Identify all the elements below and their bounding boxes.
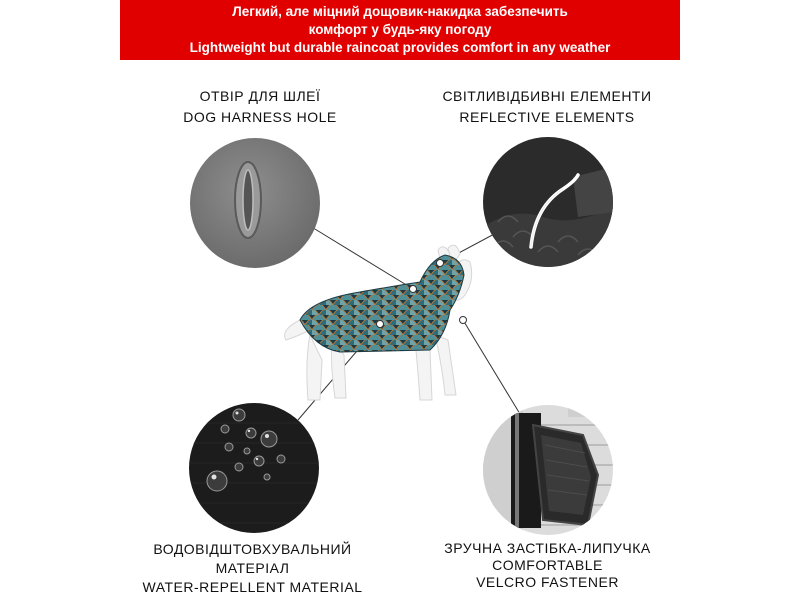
banner-title-uk-line1: Легкий, але міцний дощовик-накидка забезпечить xyxy=(232,4,568,19)
reflective-label-uk: СВІТЛИВІДБИВНІ ЕЛЕМЕНТИ xyxy=(442,88,652,104)
reflective-trim-photo xyxy=(483,137,613,267)
dog-mannequin-raincoat xyxy=(270,240,490,410)
banner-title-en: Lightweight but durable raincoat provides comfort in any weather xyxy=(189,40,611,55)
water-repellent-label-uk-line1: ВОДОВІДШТОВХУВАЛЬНИЙ xyxy=(153,541,352,557)
harness-hole-label-en: DOG HARNESS HOLE xyxy=(183,109,337,125)
water-droplets-photo xyxy=(189,403,319,533)
water-repellent-label-en: WATER-REPELLENT MATERIAL xyxy=(142,579,363,595)
velcro-label-en-line1: COMFORTABLE xyxy=(492,557,603,573)
water-repellent-label-uk-line2: МАТЕРІАЛ xyxy=(215,560,290,576)
harness-hole-label-uk: ОТВІР ДЛЯ ШЛЕЇ xyxy=(199,88,321,104)
reflective-label-en: REFLECTIVE ELEMENTS xyxy=(459,109,635,125)
banner-title-uk-line2: комфорт у будь-яку погоду xyxy=(308,22,492,37)
velcro-label-en-line2: VELCRO FASTENER xyxy=(476,574,619,590)
velcro-label-uk: ЗРУЧНА ЗАСТІБКА-ЛИПУЧКА xyxy=(444,540,651,556)
velcro-photo xyxy=(483,405,613,535)
